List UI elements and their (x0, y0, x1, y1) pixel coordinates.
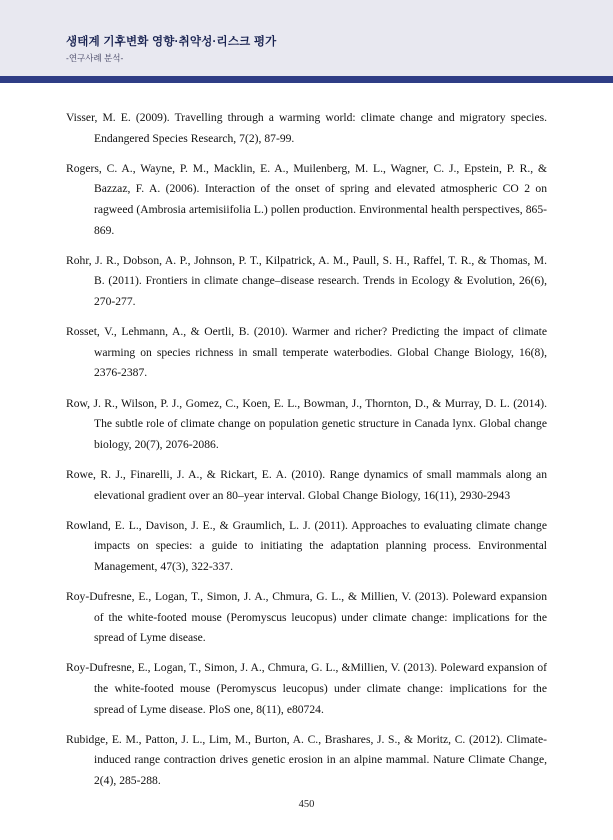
reference-entry: Rowe, R. J., Finarelli, J. A., & Rickart, E. A. (2010). Range dynamics of small mammals along an elevational gradient over an 80–year interval. Global Change Biology, 16(11), 2930-2943 (66, 467, 547, 502)
reference-entry: Row, J. R., Wilson, P. J., Gomez, C., Koen, E. L., Bowman, J., Thornton, D., & Murray, D. L. (2014). The subtle role of climate change on population genetic structure in Canada lynx. Global change biology, 20(7), 2076-2086. (66, 396, 547, 451)
document-header-title: 생태계 기후변화 영향·취약성·리스크 평가 (66, 36, 277, 48)
reference-entry: Roy-Dufresne, E., Logan, T., Simon, J. A., Chmura, G. L., &Millien, V. (2013). Poleward expansion of the white-footed mouse (Peromyscus leucopus) under climate change: implications for the spread of Lyme disease. PloS one, 8(11), e80724. (66, 661, 547, 716)
page-number: 450 (298, 799, 315, 810)
reference-entry: Rubidge, E. M., Patton, J. L., Lim, M., Burton, A. C., Brashares, J. S., & Moritz, C. (2012). Climate-induced range contraction drives genetic erosion in an alpine mammal. Nature Climate Change, 2(4), 285-288. (66, 732, 547, 787)
reference-entry: Rowland, E. L., Davison, J. E., & Graumlich, L. J. (2011). Approaches to evaluating climate change impacts on species: a guide to initiating the adaptation planning process. Environmental Management, 47(3), 322-337. (66, 518, 547, 573)
reference-entry: Rohr, J. R., Dobson, A. P., Johnson, P. T., Kilpatrick, A. M., Paull, S. H., Raffel, T. R., & Thomas, M. B. (2011). Frontiers in climate change–disease research. Trends in Ecology & Evolution, 26(6), 270-277. (66, 253, 547, 308)
reference-entry: Visser, M. E. (2009). Travelling through a warming world: climate change and migratory species. Endangered Species Research, 7(2), 87-99. (66, 111, 547, 145)
reference-entry: Rogers, C. A., Wayne, P. M., Macklin, E. A., Muilenberg, M. L., Wagner, C. J., Epstein, P. R., & Bazzaz, F. A. (2006). Interaction of the onset of spring and elevated atmospheric CO 2 on ragweed (Ambrosia artemisiifolia L.) pollen production. Environmental health perspectives, 865-869. (66, 161, 547, 237)
reference-entry: Roy-Dufresne, E., Logan, T., Simon, J. A., Chmura, G. L., & Millien, V. (2013). Poleward expansion of the white-footed mouse (Peromyscus leucopus) under climate change: implications for the spread of Lyme disease. (66, 590, 547, 645)
header-divider-rule (0, 76, 613, 83)
reference-entry: Rosset, V., Lehmann, A., & Oertli, B. (2010). Warmer and richer? Predicting the impact of climate warming on species richness in small temperate waterbodies. Global Change Biology, 16(8), 2376-2387. (66, 325, 547, 380)
document-header-subtitle: -연구사례 분석- (66, 53, 124, 63)
reference-list (66, 108, 547, 792)
